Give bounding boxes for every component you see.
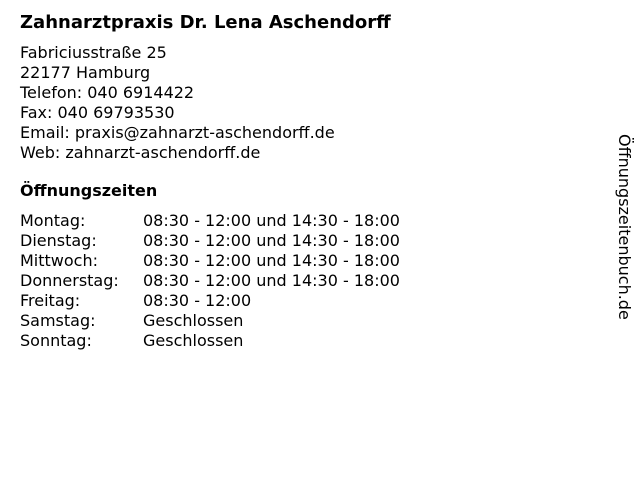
- day-label: Freitag:: [20, 291, 81, 310]
- opening-hours-heading: Öffnungszeiten: [20, 181, 158, 200]
- site-watermark: Öffnungszeitenbuch.de: [615, 134, 634, 320]
- hours-row-saturday: [20, 311, 600, 331]
- hours-row-wednesday: [20, 251, 600, 271]
- opening-hours-table: [20, 211, 600, 351]
- city-line: 22177 Hamburg: [20, 63, 151, 82]
- practice-name: Zahnarztpraxis Dr. Lena Aschendorff: [20, 12, 391, 33]
- contact-block: [20, 43, 600, 163]
- hours-row-tuesday: [20, 231, 600, 251]
- time-value: 08:30 - 12:00: [143, 291, 252, 310]
- time-value: Geschlossen: [143, 311, 244, 330]
- web-line: Web: zahnarzt-aschendorff.de: [20, 143, 261, 162]
- day-label: Samstag:: [20, 311, 96, 330]
- street-line: Fabriciusstraße 25: [20, 43, 167, 62]
- day-label: Montag:: [20, 211, 86, 230]
- practice-info: [20, 10, 600, 351]
- phone-line: Telefon: 040 6914422: [20, 83, 195, 102]
- time-value: 08:30 - 12:00 und 14:30 - 18:00: [143, 231, 400, 250]
- time-value: Geschlossen: [143, 331, 244, 350]
- fax-line: Fax: 040 69793530: [20, 103, 175, 122]
- day-label: Mittwoch:: [20, 251, 98, 270]
- email-line: Email: praxis@zahnarzt-aschendorff.de: [20, 123, 335, 142]
- day-label: Donnerstag:: [20, 271, 119, 290]
- hours-row-sunday: [20, 331, 600, 351]
- hours-row-thursday: [20, 271, 600, 291]
- day-label: Dienstag:: [20, 231, 97, 250]
- time-value: 08:30 - 12:00 und 14:30 - 18:00: [143, 251, 400, 270]
- hours-row-friday: [20, 291, 600, 311]
- hours-row-monday: [20, 211, 600, 231]
- time-value: 08:30 - 12:00 und 14:30 - 18:00: [143, 211, 400, 230]
- day-label: Sonntag:: [20, 331, 92, 350]
- time-value: 08:30 - 12:00 und 14:30 - 18:00: [143, 271, 400, 290]
